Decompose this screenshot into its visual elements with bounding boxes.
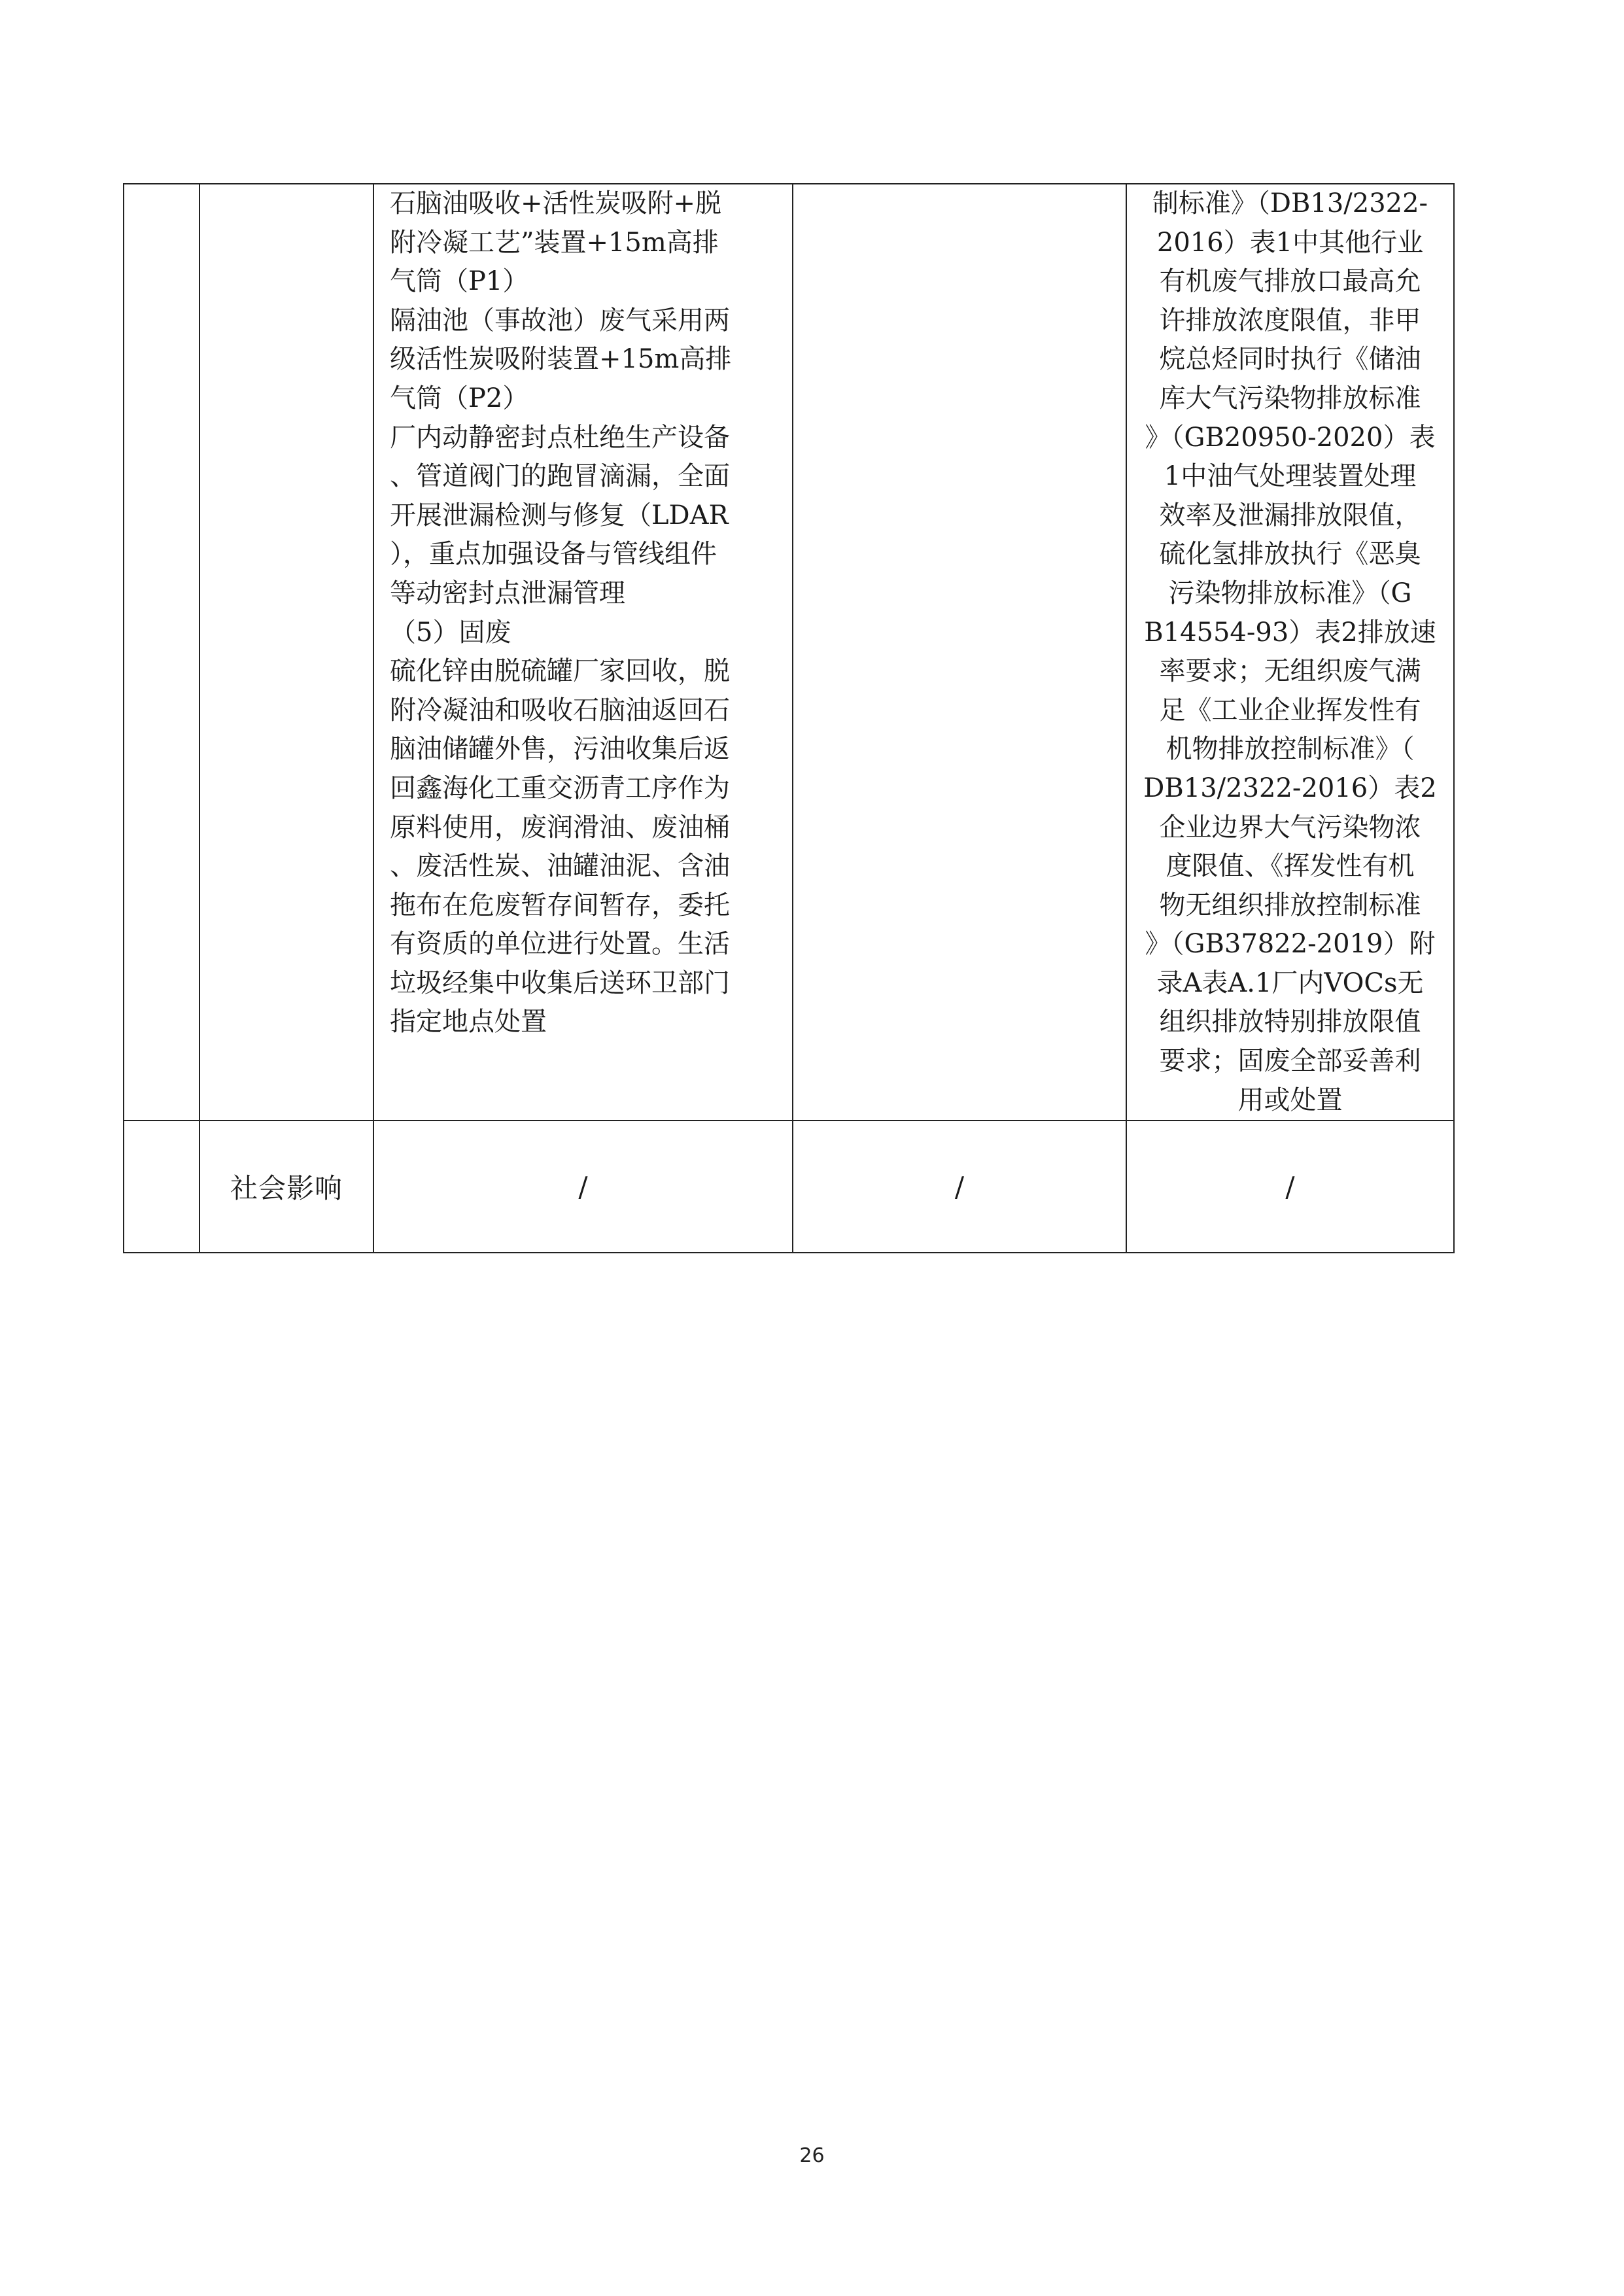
page-number: 26 (799, 2144, 825, 2167)
table-row (124, 184, 1454, 1121)
table-cell-empty (793, 184, 1126, 1121)
table-cell-social-measures (373, 1121, 793, 1253)
social-impact-standards: / (1285, 1170, 1295, 1203)
table-cell-item (199, 184, 373, 1121)
social-impact-col4: / (954, 1170, 965, 1203)
table-cell-standards (1126, 184, 1454, 1121)
standards-text: 制标准》（DB13/2322- 2016）表1中其他行业 有机废气排放口最高允 许排放浓度限值，非甲 烷总烃同时执行《储油 库大气污染物排放标准 》（GB20950-2020）表 1中油气处理装置处理 效率及泄漏排放限值， 硫化氢排放执行《恶臭 污染物排放标准》（G B14554-93）表2排放速 率要求；无组织废气满 足《工业企业挥发性有 机物排放控制标准》（ DB13/2322-2016）表2 企业边界大气污染物浓 度限值、《挥发性有机 物无组织排放控制标准 》（GB37822-2019）附 录A表A.1厂内VOCs无 组织排放特别排放限值 要求；固废全部妥善利 用或处置 (1143, 188, 1437, 1115)
table-cell-category (124, 184, 199, 1121)
social-impact-label: 社会影响 (230, 1172, 343, 1205)
table-cell-social-col4 (793, 1121, 1126, 1253)
table-cell-measures (373, 184, 793, 1121)
table-cell-category (124, 1121, 199, 1253)
table-cell-social-label (199, 1121, 373, 1253)
environmental-measures-table (123, 183, 1455, 1253)
table-row (124, 1121, 1454, 1253)
table-cell-social-standards (1126, 1121, 1454, 1253)
measures-text: 石脑油吸收+活性炭吸附+脱 附冷凝工艺”装置+15m高排 气筒（P1） 隔油池（事故池）废气采用两 级活性炭吸附装置+15m高排 气筒（P2） 厂内动静密封点杜绝生产设备 、管道阀门的跑冒滴漏，全面 开展泄漏检测与修复（LDAR ），重点加强设备与管线组件 等动密封点泄漏管理 （5）固废 硫化锌由脱硫罐厂家回收，脱 附冷凝油和吸收石脑油返回石 脑油储罐外售，污油收集后返 回鑫海化工重交沥青工序作为 原料使用，废润滑油、废油桶 、废活性炭、油罐油泥、含油 拖布在危废暂存间暂存，委托 有资质的单位进行处置。生活 垃圾经集中收集后送环卫部门 指定地点处置 (390, 188, 732, 1037)
social-impact-measures: / (578, 1170, 588, 1203)
